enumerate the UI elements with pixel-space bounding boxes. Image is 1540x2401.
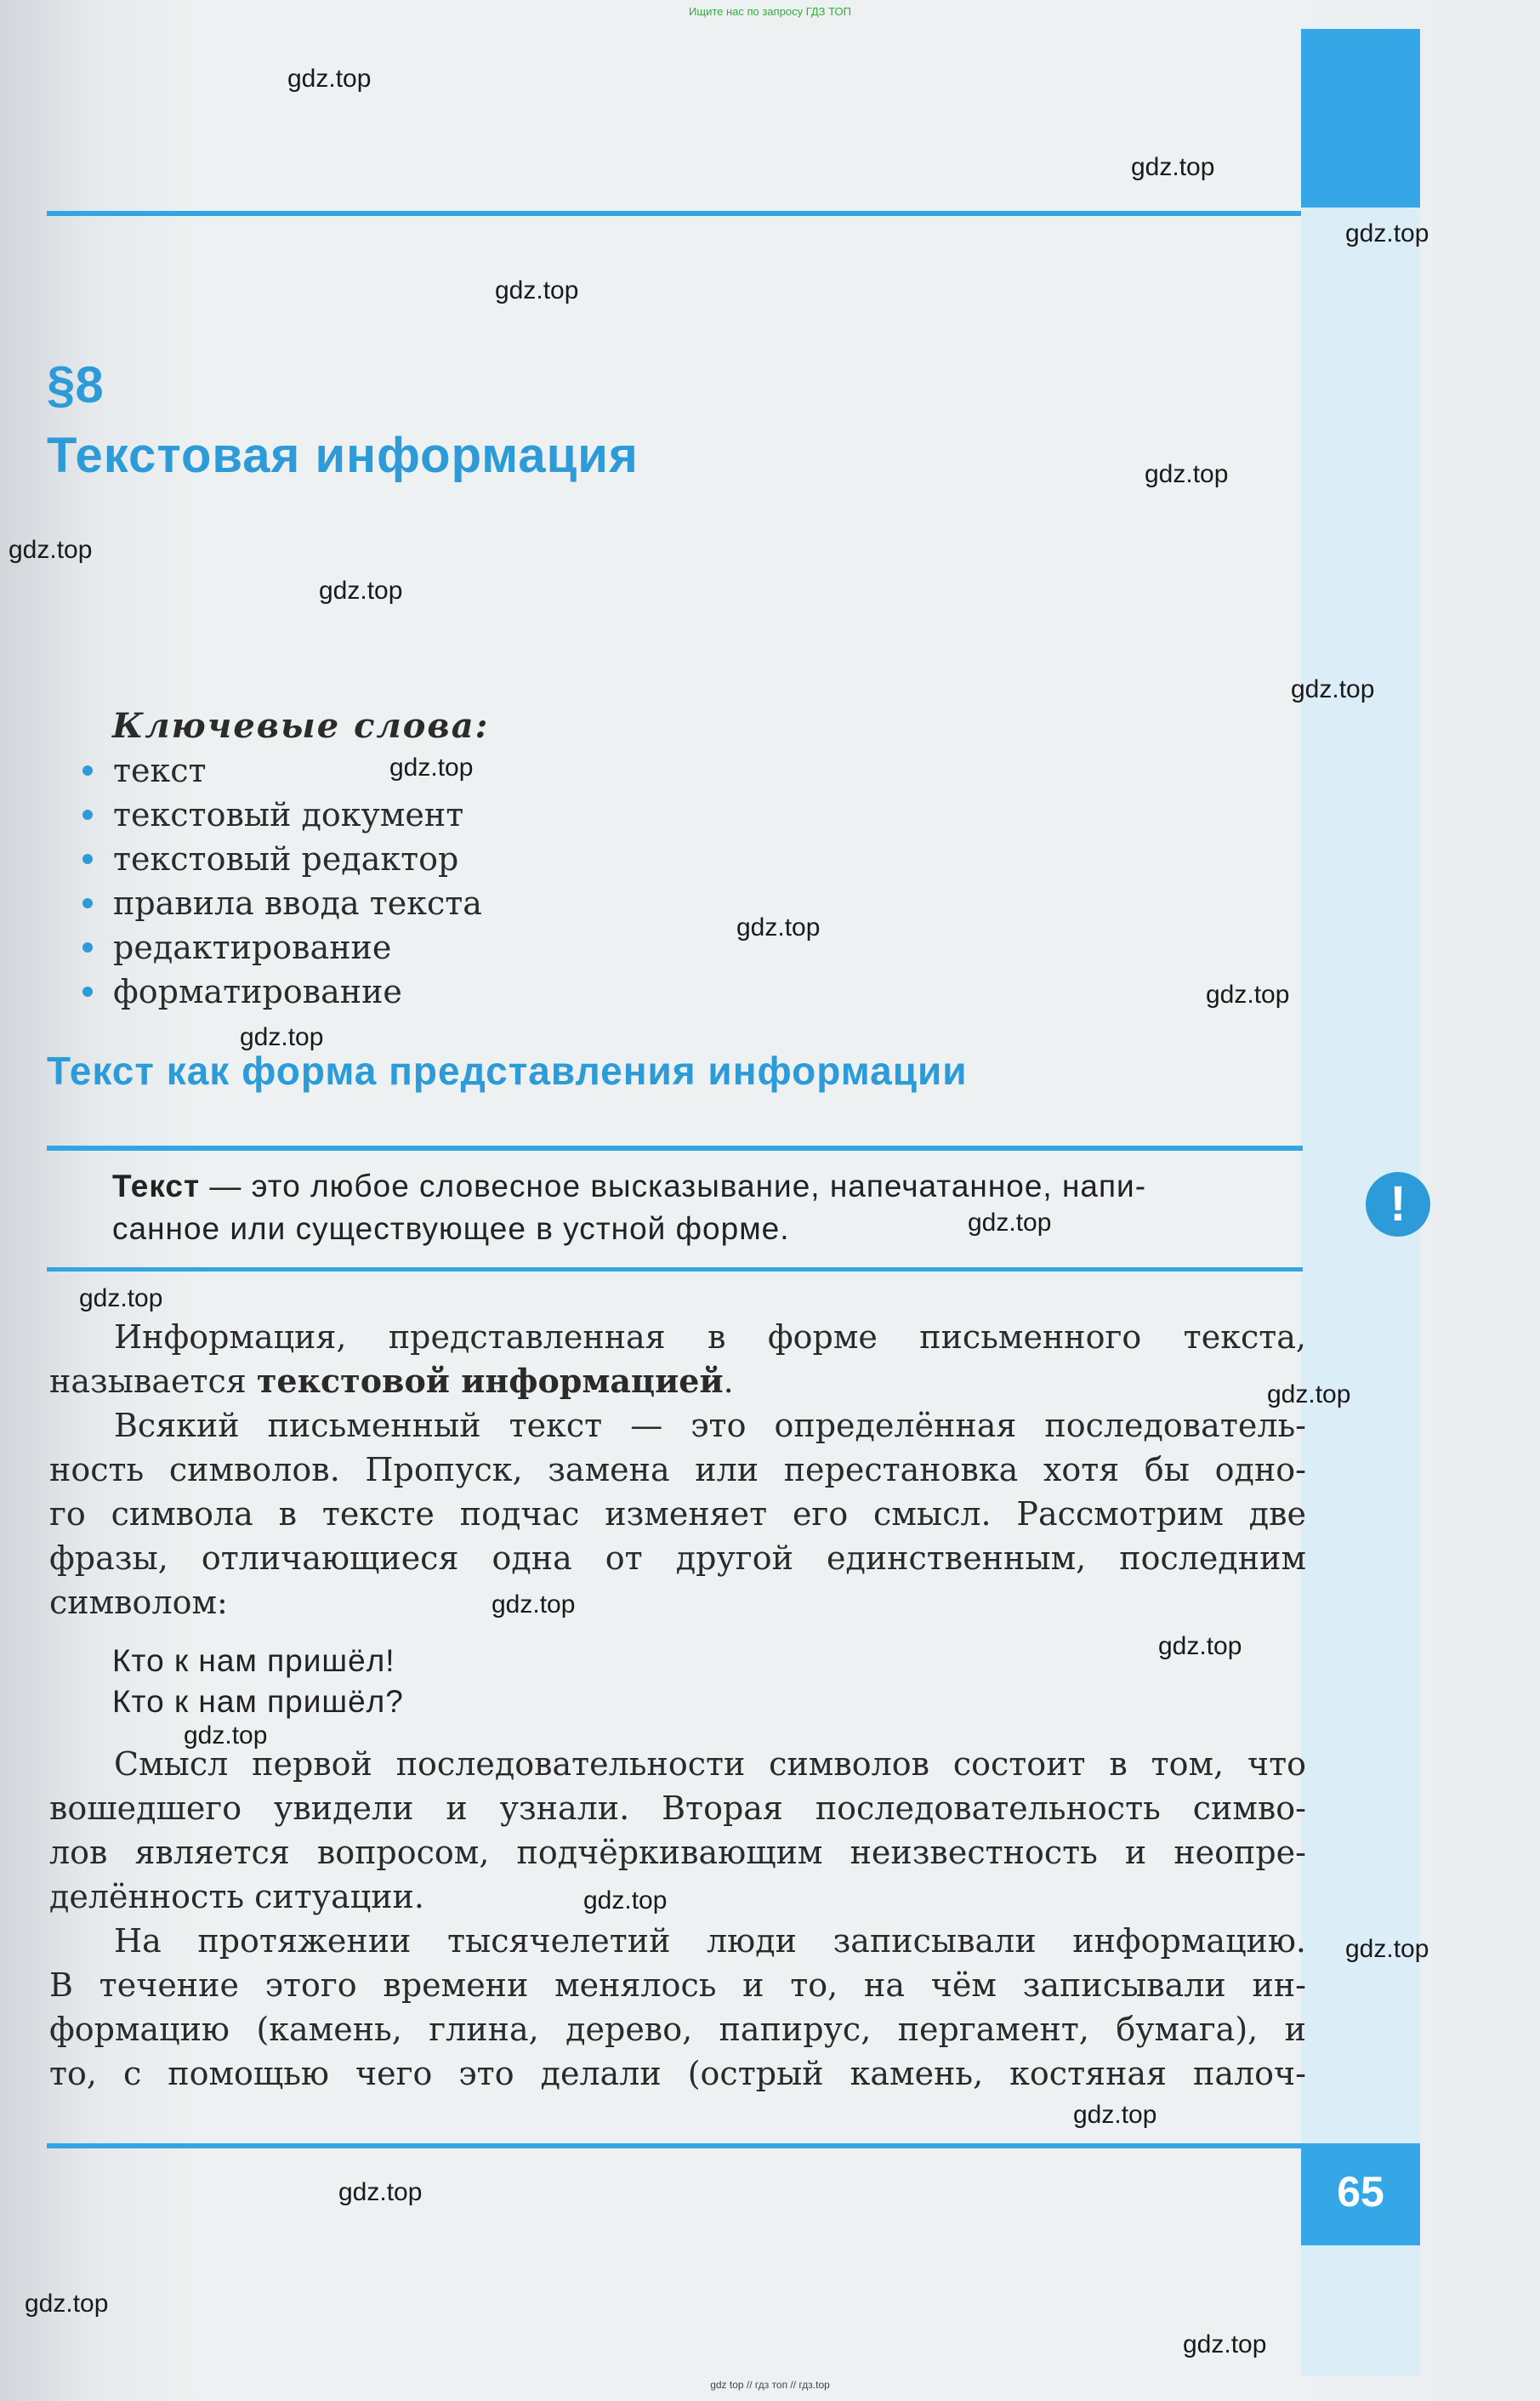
watermark: gdz.top <box>1267 1380 1351 1408</box>
keywords-title: Ключевые слова: <box>112 706 490 746</box>
watermark: gdz.top <box>9 536 93 564</box>
watermark: gdz.top <box>338 2178 423 2206</box>
definition-text-2: санное или существующее в устной форме. <box>112 1211 790 1246</box>
example-phrase-2: Кто к нам пришёл? <box>112 1684 404 1719</box>
watermark: gdz.top <box>389 754 474 782</box>
subsection-title: Текст как форма представления информации <box>47 1049 968 1093</box>
paragraph-line: то, с помощью чего это делали (острый камень, костяная палоч- <box>49 2055 1306 2092</box>
paragraph-line: Информация, представленная в форме письменного текста, <box>114 1318 1306 1356</box>
definition-bottom-rule <box>47 1267 1303 1272</box>
watermark: gdz.top <box>1073 2101 1157 2129</box>
footer-note: gdz top // гдз топ // гдз.top <box>710 2379 830 2391</box>
keyword-item: текстовый документ <box>81 793 482 837</box>
watermark: gdz.top <box>184 1721 268 1750</box>
paragraph-4 <box>49 1919 1306 2096</box>
paragraph-text: . <box>723 1363 734 1400</box>
section-title: Текстовая информация <box>47 428 639 483</box>
paragraph-1 <box>49 1315 1306 1403</box>
watermark: gdz.top <box>1206 981 1290 1009</box>
watermark: gdz.top <box>240 1023 324 1051</box>
paragraph-line: вошедшего увидели и узнали. Вторая последовательность симво- <box>49 1789 1306 1827</box>
keyword-item: редактирование <box>81 925 482 970</box>
watermark: gdz.top <box>287 65 372 93</box>
definition-top-rule <box>47 1146 1303 1151</box>
watermark: gdz.top <box>583 1886 668 1915</box>
watermark: gdz.top <box>25 2290 109 2318</box>
paragraph-3 <box>49 1742 1306 1919</box>
keyword-item: текст <box>81 748 482 793</box>
paragraph-line: го символа в тексте подчас изменяет его смысл. Рассмотрим две <box>49 1495 1306 1533</box>
definition-text-1: — это любое словесное высказывание, напечатанное, напи- <box>200 1169 1147 1203</box>
paragraph-line: фразы, отличающиеся одна от другой единственным, последним <box>49 1539 1306 1577</box>
watermark: gdz.top <box>1345 1935 1429 1963</box>
footer-rule <box>47 2143 1303 2148</box>
paragraph-line <box>49 1359 1306 1403</box>
watermark: gdz.top <box>1158 1632 1242 1660</box>
watermark: gdz.top <box>1145 460 1229 488</box>
paragraph-line: символом: <box>49 1584 228 1621</box>
paragraph-line: Всякий письменный текст — это определённая последователь- <box>114 1407 1306 1444</box>
keyword-item: текстовый редактор <box>81 837 482 881</box>
paragraph-line: делённость ситуации. <box>49 1878 424 1915</box>
paragraph-2 <box>49 1403 1306 1624</box>
watermark: gdz.top <box>1183 2330 1267 2358</box>
watermark: gdz.top <box>1345 219 1429 247</box>
header-rule <box>47 211 1301 216</box>
margin-strip-top-tab <box>1301 29 1420 208</box>
watermark: gdz.top <box>495 276 579 304</box>
watermark: gdz.top <box>968 1209 1052 1237</box>
paragraph-line: В течение этого времени менялось и то, на чём записывали ин- <box>49 1966 1306 2004</box>
paragraph-line: ность символов. Пропуск, замена или перестановка хотя бы одно- <box>49 1451 1306 1488</box>
watermark: gdz.top <box>1131 153 1215 181</box>
header-note: Ищите нас по запросу ГДЗ ТОП <box>689 5 851 18</box>
definition-term: Текст <box>112 1169 201 1203</box>
paragraph-line: формацию (камень, глина, дерево, папирус, пергамент, бумага), и <box>49 2011 1306 2048</box>
watermark: gdz.top <box>736 913 821 942</box>
watermark: gdz.top <box>319 577 403 605</box>
paragraph-line: На протяжении тысячелетий люди записывали информацию. <box>114 1922 1306 1960</box>
bold-term: текстовой информацией <box>256 1362 724 1400</box>
paragraph-text: называется <box>49 1363 257 1400</box>
keywords-list <box>81 748 482 1014</box>
keyword-item: правила ввода текста <box>81 881 482 925</box>
page-number: 65 <box>1337 2168 1384 2216</box>
watermark: gdz.top <box>492 1590 576 1619</box>
paragraph-line: Смысл первой последовательности символов состоит в том, что <box>114 1745 1306 1783</box>
example-phrase-1: Кто к нам пришёл! <box>112 1643 395 1678</box>
section-number: §8 <box>47 356 104 413</box>
exclamation-icon: ! <box>1366 1172 1430 1237</box>
definition-box <box>112 1165 1303 1250</box>
watermark: gdz.top <box>79 1284 163 1312</box>
watermark: gdz.top <box>1291 675 1375 703</box>
keyword-item: форматирование <box>81 970 482 1014</box>
paragraph-line: лов является вопросом, подчёркивающим неизвестность и неопре- <box>49 1834 1306 1871</box>
